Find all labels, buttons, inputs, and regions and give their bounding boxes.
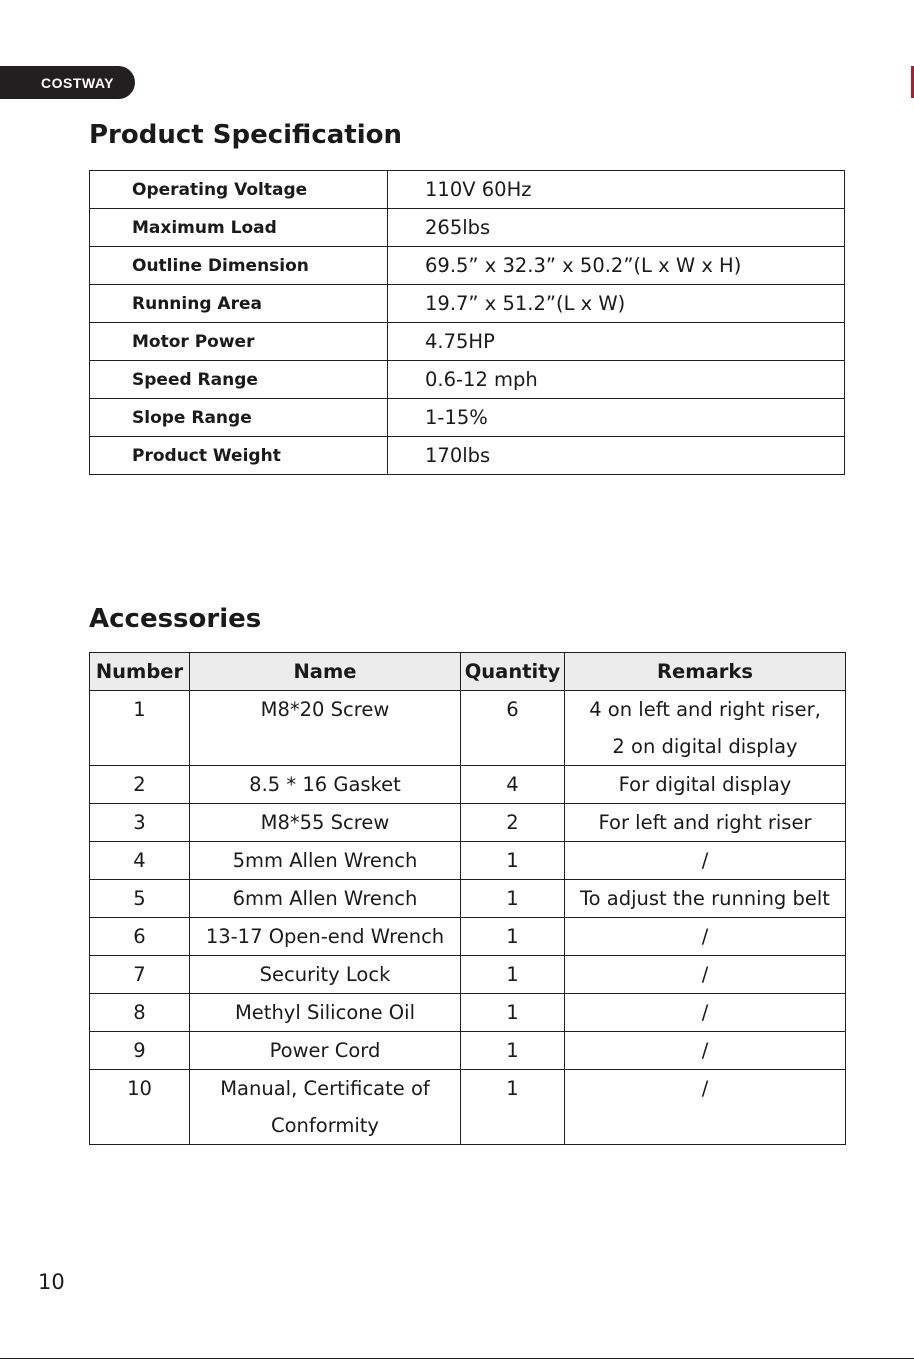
cell-name: Security Lock — [190, 956, 461, 994]
header-quantity: Quantity — [461, 653, 565, 691]
cell-number: 8 — [90, 994, 190, 1032]
cell-number: 9 — [90, 1032, 190, 1070]
bottom-rule — [0, 1358, 914, 1359]
spec-value: 4.75HP — [388, 323, 845, 361]
spec-value: 110V 60Hz — [388, 171, 845, 209]
cell-remarks: For left and right riser — [565, 804, 846, 842]
accessories-table — [89, 652, 846, 1145]
spec-label: Slope Range — [90, 399, 388, 437]
spec-value: 265lbs — [388, 209, 845, 247]
cell-remarks: / — [565, 1070, 846, 1145]
cell-remarks: / — [565, 842, 846, 880]
table-header-row — [90, 653, 846, 691]
cell-name: 8.5 * 16 Gasket — [190, 766, 461, 804]
header-name: Name — [190, 653, 461, 691]
cell-quantity: 2 — [461, 804, 565, 842]
cell-quantity: 1 — [461, 918, 565, 956]
cell-name: 13-17 Open-end Wrench — [190, 918, 461, 956]
table-row — [90, 209, 845, 247]
cell-quantity: 6 — [461, 691, 565, 766]
cell-number: 2 — [90, 766, 190, 804]
spec-label: Maximum Load — [90, 209, 388, 247]
cell-name: M8*20 Screw — [190, 691, 461, 766]
table-row — [90, 247, 845, 285]
accessories-heading: Accessories — [89, 604, 262, 634]
page-number: 10 — [38, 1270, 65, 1294]
cell-remarks: / — [565, 994, 846, 1032]
spec-value: 1-15% — [388, 399, 845, 437]
table-row — [90, 1032, 846, 1070]
spec-label: Running Area — [90, 285, 388, 323]
cell-quantity: 1 — [461, 1070, 565, 1145]
cell-name — [190, 1070, 461, 1145]
remarks-line: 4 on left and right riser, — [589, 698, 821, 721]
spec-heading: Product Specification — [89, 120, 402, 150]
cell-number: 1 — [90, 691, 190, 766]
cell-name: M8*55 Screw — [190, 804, 461, 842]
table-row — [90, 956, 846, 994]
table-row — [90, 285, 845, 323]
cell-quantity: 1 — [461, 956, 565, 994]
table-row — [90, 171, 845, 209]
spec-value: 0.6-12 mph — [388, 361, 845, 399]
name-line: Manual, Certificate of — [220, 1077, 430, 1100]
cell-name: 5mm Allen Wrench — [190, 842, 461, 880]
spec-label: Speed Range — [90, 361, 388, 399]
header-remarks: Remarks — [565, 653, 846, 691]
cell-remarks: / — [565, 918, 846, 956]
spec-label: Outline Dimension — [90, 247, 388, 285]
table-row — [90, 880, 846, 918]
table-row — [90, 1070, 846, 1145]
cell-quantity: 1 — [461, 994, 565, 1032]
cell-remarks: / — [565, 956, 846, 994]
table-row — [90, 437, 845, 475]
table-row — [90, 399, 845, 437]
cell-remarks: For digital display — [565, 766, 846, 804]
spec-label: Product Weight — [90, 437, 388, 475]
table-row — [90, 323, 845, 361]
table-row — [90, 766, 846, 804]
cell-quantity: 1 — [461, 842, 565, 880]
brand-logo: COSTWAY — [0, 66, 135, 99]
cell-name: 6mm Allen Wrench — [190, 880, 461, 918]
spec-value: 69.5” x 32.3” x 50.2”(L x W x H) — [388, 247, 845, 285]
spec-table — [89, 170, 845, 475]
table-row — [90, 361, 845, 399]
spec-value: 170lbs — [388, 437, 845, 475]
cell-name: Methyl Silicone Oil — [190, 994, 461, 1032]
cell-number: 10 — [90, 1070, 190, 1145]
table-row — [90, 691, 846, 766]
remarks-line: 2 on digital display — [612, 735, 798, 758]
cell-name: Power Cord — [190, 1032, 461, 1070]
header-number: Number — [90, 653, 190, 691]
table-row — [90, 804, 846, 842]
spec-label: Motor Power — [90, 323, 388, 361]
cell-remarks: To adjust the running belt — [565, 880, 846, 918]
name-line: Conformity — [271, 1114, 379, 1137]
table-row — [90, 842, 846, 880]
cell-remarks: / — [565, 1032, 846, 1070]
cell-quantity: 4 — [461, 766, 565, 804]
table-row — [90, 994, 846, 1032]
table-row — [90, 918, 846, 956]
spec-label: Operating Voltage — [90, 171, 388, 209]
cell-quantity: 1 — [461, 1032, 565, 1070]
cell-number: 3 — [90, 804, 190, 842]
spec-value: 19.7” x 51.2”(L x W) — [388, 285, 845, 323]
cell-number: 4 — [90, 842, 190, 880]
cell-number: 5 — [90, 880, 190, 918]
cell-number: 6 — [90, 918, 190, 956]
cell-number: 7 — [90, 956, 190, 994]
cell-remarks — [565, 691, 846, 766]
cell-quantity: 1 — [461, 880, 565, 918]
